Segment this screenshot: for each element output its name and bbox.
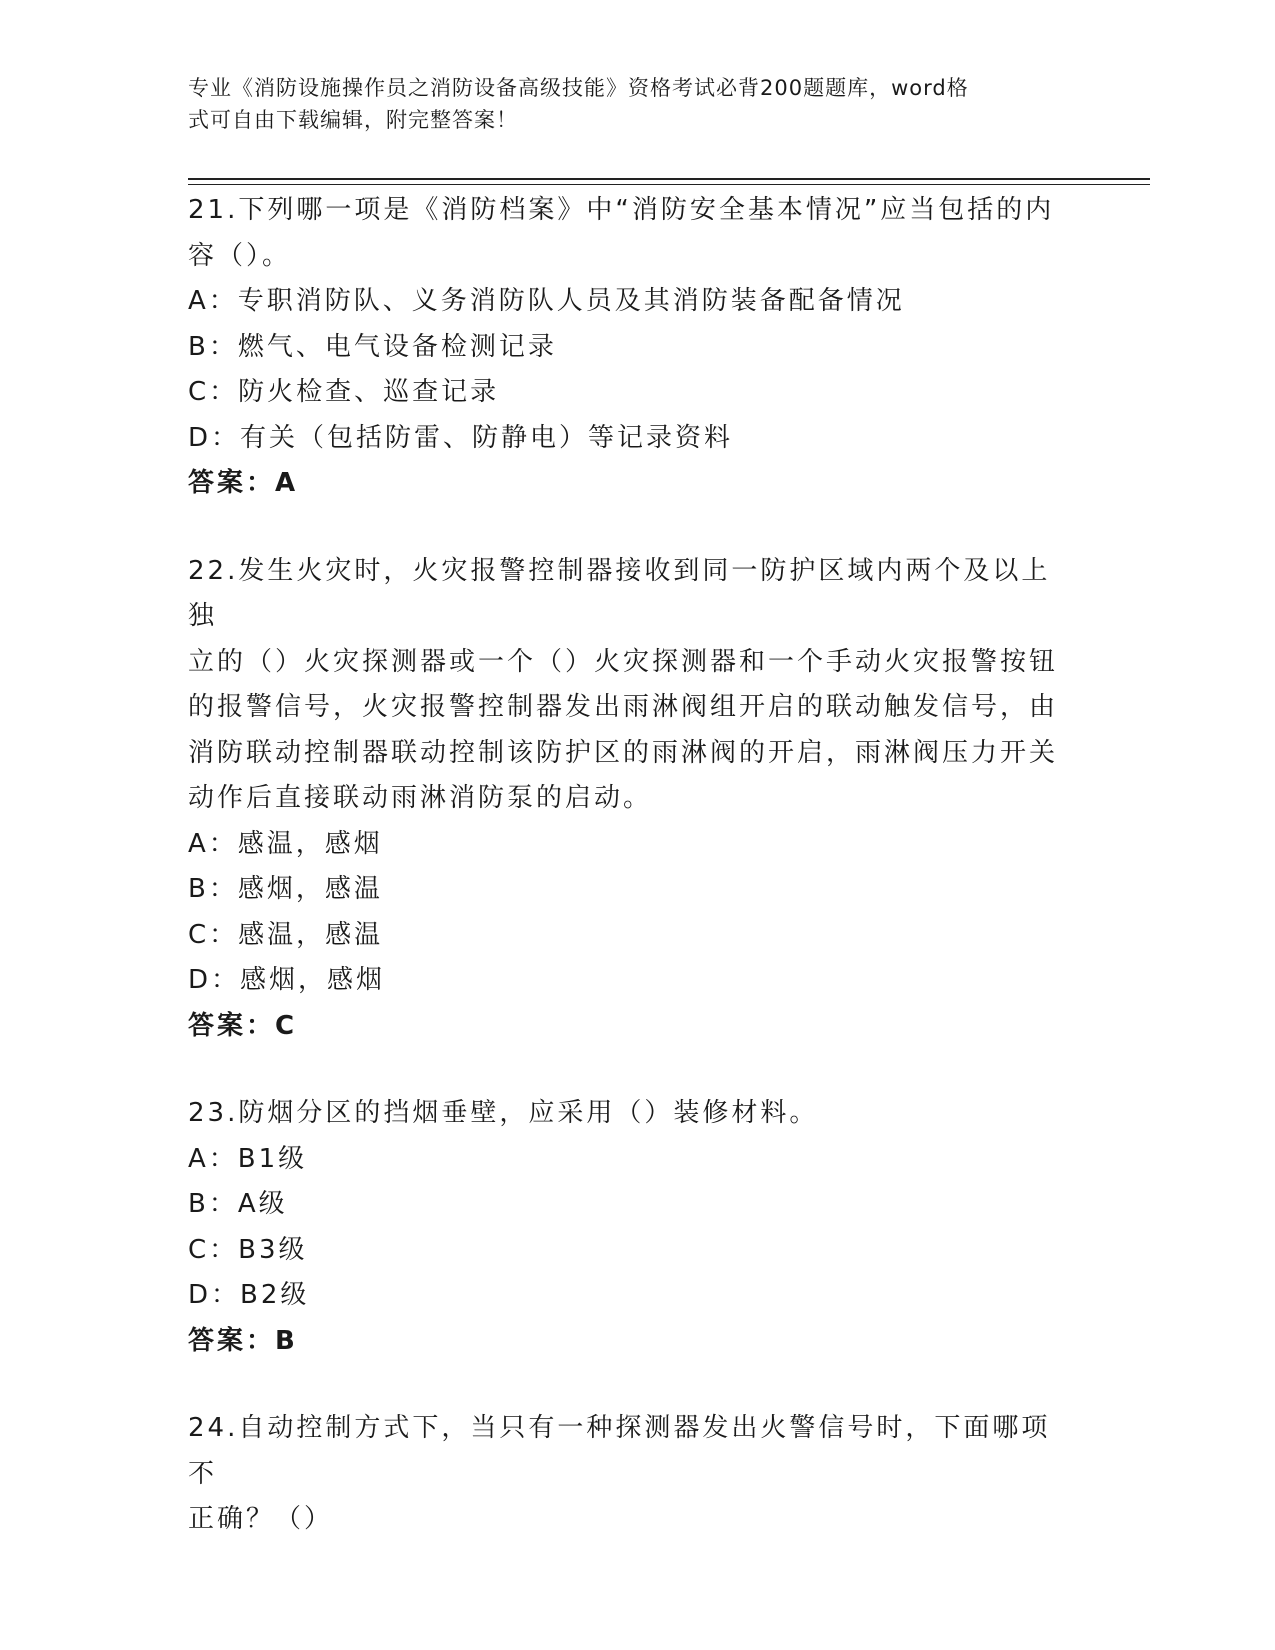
option-a: A：B1级 xyxy=(188,1143,308,1174)
question-21 xyxy=(188,188,1078,507)
option-d: D：感烟，感烟 xyxy=(188,965,386,995)
option-b: B：燃气、电气设备检测记录 xyxy=(188,331,557,362)
question-stem-line: 动作后直接联动雨淋消防泵的启动。 xyxy=(188,783,653,813)
option-b: B：A级 xyxy=(188,1189,288,1219)
header-line-2: 式可自由下载编辑，附完整答案！ xyxy=(188,108,518,132)
option-c: C：感温，感温 xyxy=(188,919,384,950)
option-d: D：B2级 xyxy=(188,1280,310,1310)
question-stem-line: 24.自动控制方式下，当只有一种探测器发出火警信号时，下面哪项不 xyxy=(188,1413,1051,1489)
option-c: C：B3级 xyxy=(188,1234,308,1265)
option-c: C：防火检查、巡查记录 xyxy=(188,377,500,407)
option-a: A：感温，感烟 xyxy=(188,828,383,859)
answer: 答案：C xyxy=(188,1010,298,1041)
answer: 答案：B xyxy=(188,1325,298,1356)
question-stem-line: 23.防烟分区的挡烟垂壁，应采用（）装修材料。 xyxy=(188,1098,819,1128)
question-list xyxy=(188,188,1078,1585)
question-stem-line: 正确？（） xyxy=(188,1504,334,1534)
question-23 xyxy=(188,1091,1078,1364)
question-stem-line: 容（）。 xyxy=(188,240,292,271)
option-b: B：感烟，感温 xyxy=(188,874,383,904)
option-a: A：专职消防队、义务消防队人员及其消防装备配备情况 xyxy=(188,286,905,316)
question-stem-line: 21.下列哪一项是《消防档案》中“消防安全基本情况”应当包括的内 xyxy=(188,195,1055,225)
header-rule-thin xyxy=(188,184,1150,185)
question-24 xyxy=(188,1406,1078,1543)
answer: 答案：A xyxy=(188,468,299,498)
question-stem-line: 的报警信号，火灾报警控制器发出雨淋阀组开启的联动触发信号，由 xyxy=(188,692,1059,722)
header-rule-thick xyxy=(188,178,1150,180)
option-d: D：有关（包括防雷、防静电）等记录资料 xyxy=(188,422,734,453)
question-22 xyxy=(188,549,1078,1050)
header-line-1: 专业《消防设施操作员之消防设备高级技能》资格考试必背200题题库，word格 xyxy=(188,76,969,100)
question-stem-line: 立的（）火灾探测器或一个（）火灾探测器和一个手动火灾报警按钮 xyxy=(188,646,1059,677)
question-stem-line: 消防联动控制器联动控制该防护区的雨淋阀的开启，雨淋阀压力开关 xyxy=(188,737,1059,768)
document-header xyxy=(188,72,1068,136)
question-stem-line: 22.发生火灾时，火灾报警控制器接收到同一防护区域内两个及以上独 xyxy=(188,555,1051,631)
